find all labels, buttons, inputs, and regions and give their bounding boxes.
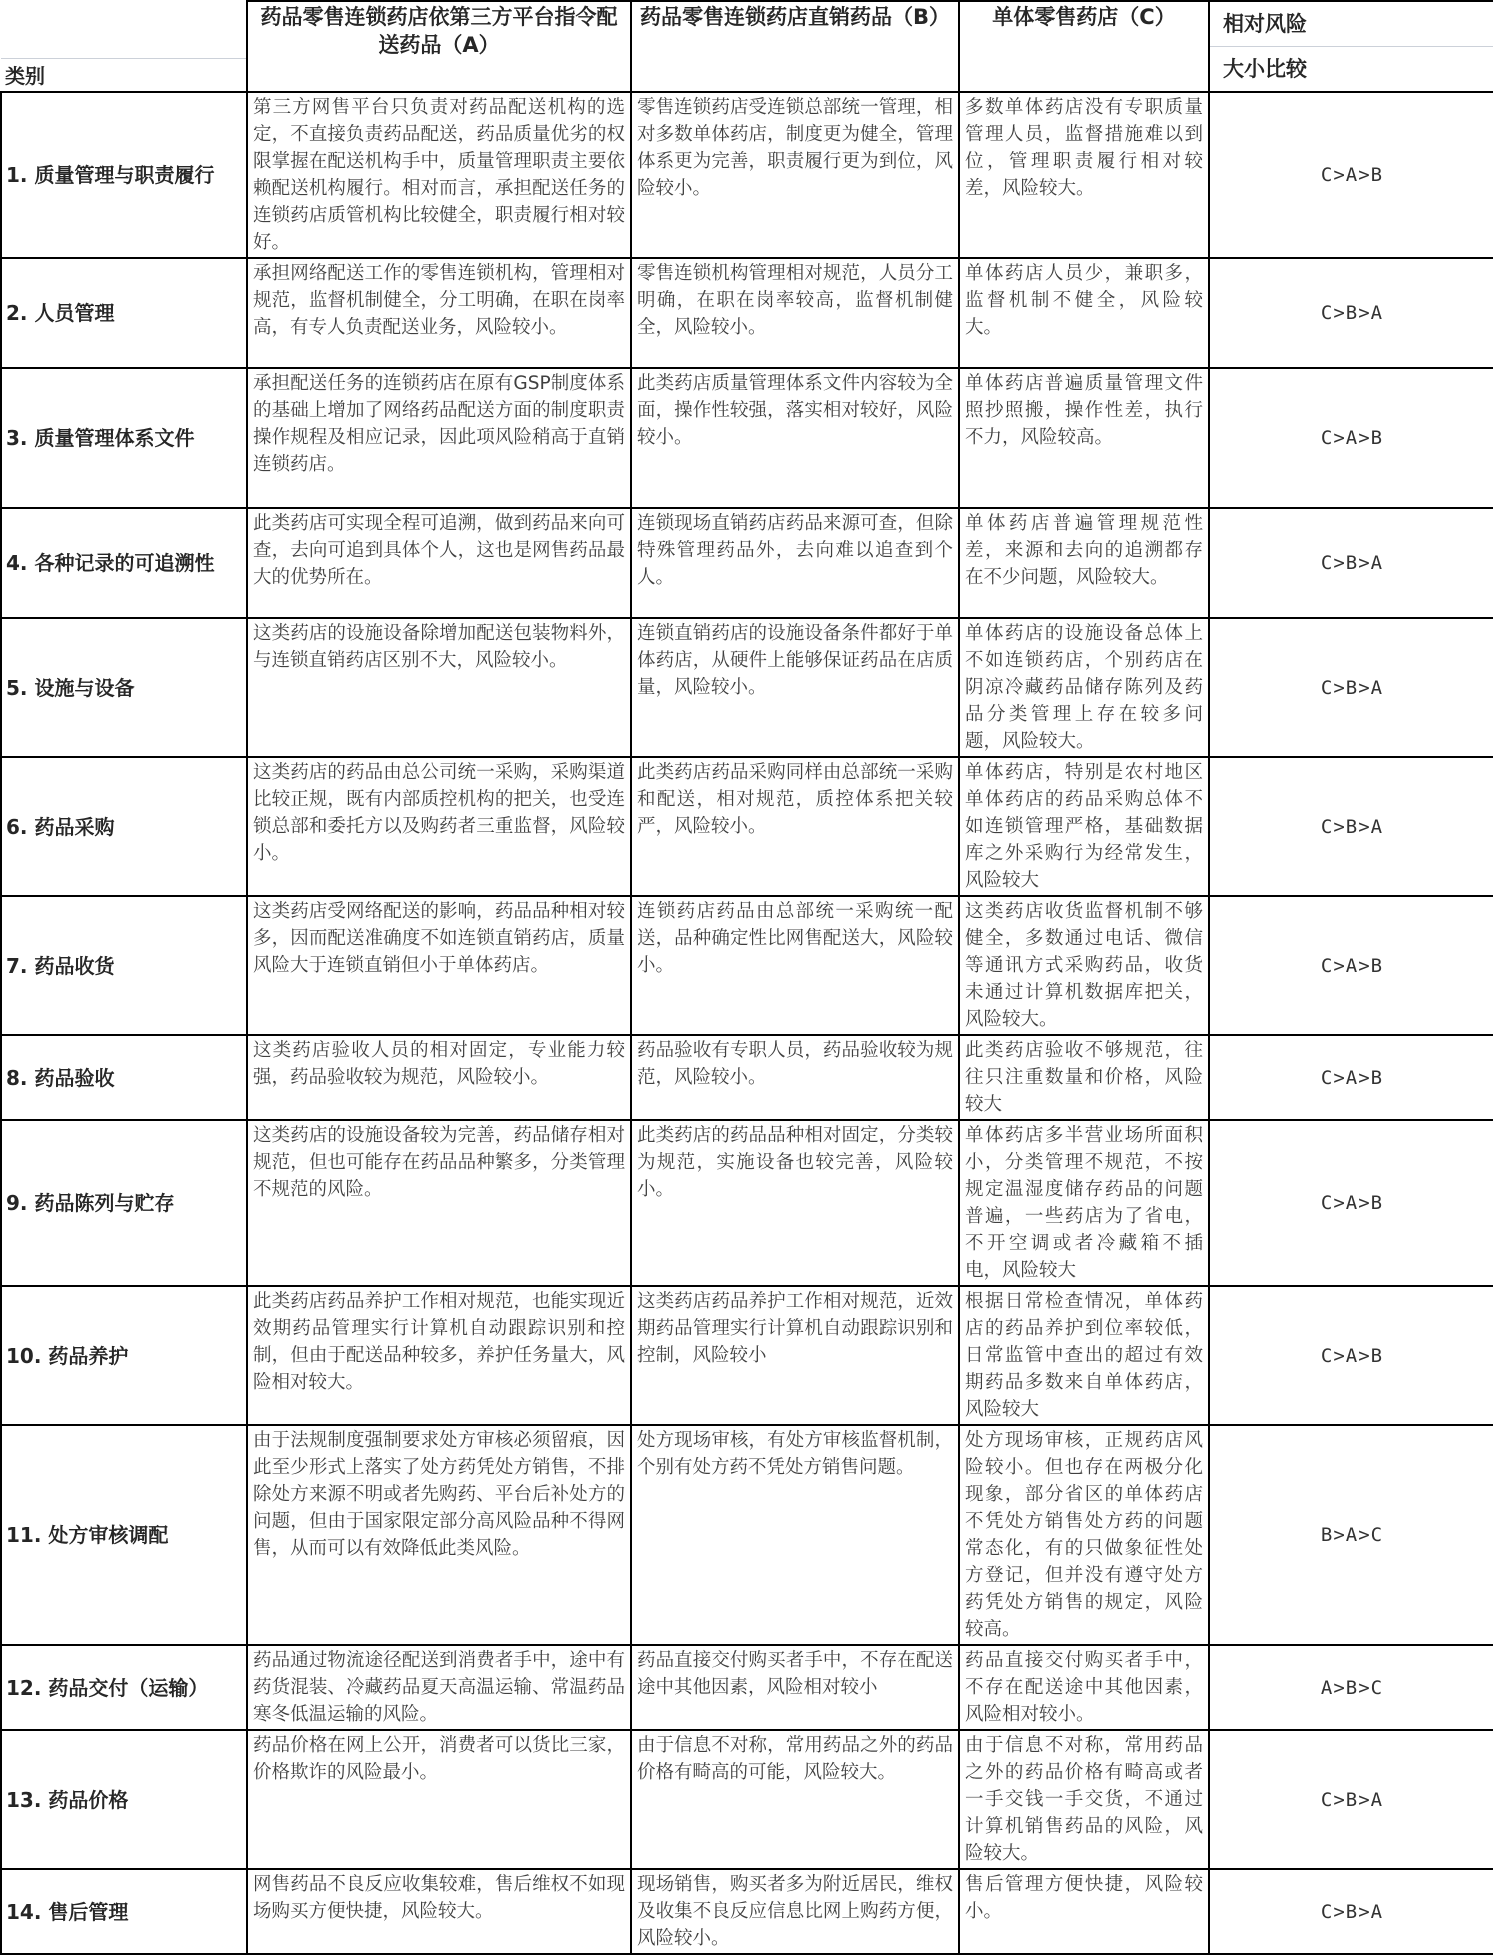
risk-comparison-value: C>A>B (1209, 896, 1493, 1035)
table-row (1, 508, 1493, 618)
risk-comparison-value: C>B>A (1209, 508, 1493, 618)
cell-chain-direct-b: 此类药店质量管理体系文件内容较为全面，操作性较强，落实相对较好，风险较小。 (631, 368, 959, 508)
row-category-label: 6. 药品采购 (1, 757, 247, 896)
gridline-divider (1, 58, 246, 59)
cell-platform-delivery-a: 承担配送任务的连锁药店在原有GSP制度体系的基础上增加了网络药品配送方面的制度职责操作规程及相应记录，因此项风险稍高于直销连锁药店。 (247, 368, 631, 508)
cell-chain-direct-b: 这类药店药品养护工作相对规范，近效期药品管理实行计算机自动跟踪识别和控制，风险较小 (631, 1286, 959, 1425)
risk-comparison-value: C>A>B (1209, 1286, 1493, 1425)
cell-single-store-c: 药品直接交付购买者手中，不存在配送途中其他因素，风险相对较小。 (959, 1645, 1209, 1730)
cell-platform-delivery-a: 承担网络配送工作的零售连锁机构，管理相对规范，监督机制健全，分工明确，在职在岗率高，有专人负责配送业务，风险较小。 (247, 258, 631, 368)
cell-chain-direct-b: 药品直接交付购买者手中，不存在配送途中其他因素，风险相对较小 (631, 1645, 959, 1730)
row-category-label: 4. 各种记录的可追溯性 (1, 508, 247, 618)
row-category-label: 1. 质量管理与职责履行 (1, 92, 247, 258)
row-category-label: 3. 质量管理体系文件 (1, 368, 247, 508)
cell-single-store-c: 这类药店收货监督机制不够健全，多数通过电话、微信等通讯方式采购药品，收货未通过计算机数据库把关，风险较大。 (959, 896, 1209, 1035)
header-column-c: 单体零售药店（C） (959, 1, 1209, 92)
table-row (1, 368, 1493, 508)
cell-single-store-c: 处方现场审核，正规药店风险较小。但也存在两极分化现象，部分省区的单体药店不凭处方销售处方药的问题常态化，有的只做象征性处方登记，但并没有遵守处方药凭处方销售的规定，风险较高。 (959, 1425, 1209, 1645)
risk-comparison-value: A>B>C (1209, 1645, 1493, 1730)
row-category-label: 12. 药品交付（运输） (1, 1645, 247, 1730)
risk-comparison-value: C>A>B (1209, 368, 1493, 508)
cell-platform-delivery-a: 这类药店的设施设备较为完善，药品储存相对规范，但也可能存在药品品种繁多，分类管理不规范的风险。 (247, 1120, 631, 1286)
cell-chain-direct-b: 处方现场审核，有处方审核监督机制，个别有处方药不凭处方销售问题。 (631, 1425, 959, 1645)
cell-platform-delivery-a: 此类药店药品养护工作相对规范，也能实现近效期药品管理实行计算机自动跟踪识别和控制，但由于配送品种较多，养护任务量大，风险相对较大。 (247, 1286, 631, 1425)
cell-chain-direct-b: 现场销售，购买者多为附近居民，维权及收集不良反应信息比网上购药方便，风险较小。 (631, 1869, 959, 1954)
cell-platform-delivery-a: 由于法规制度强制要求处方审核必须留痕，因此至少形式上落实了处方药凭处方销售，不排除处方来源不明或者先购药、平台后补处方的问题，但由于国家限定部分高风险品种不得网售，从而可以有效降低此类风险。 (247, 1425, 631, 1645)
table-row (1, 757, 1493, 896)
header-category-label: 类别 (5, 64, 45, 88)
cell-chain-direct-b: 零售连锁机构管理相对规范，人员分工明确，在职在岗率较高，监督机制健全，风险较小。 (631, 258, 959, 368)
table-header-row (1, 1, 1493, 92)
cell-platform-delivery-a: 这类药店的药品由总公司统一采购，采购渠道比较正规，既有内部质控机构的把关，也受连锁总部和委托方以及购药者三重监督，风险较小。 (247, 757, 631, 896)
risk-comparison-value: C>B>A (1209, 258, 1493, 368)
table-row (1, 258, 1493, 368)
header-relative-risk-line2: 大小比较 (1223, 57, 1307, 81)
cell-single-store-c: 单体药店的设施设备总体上不如连锁药店，个别药店在阴凉冷藏药品储存陈列及药品分类管理上存在较多问题，风险较大。 (959, 618, 1209, 757)
row-category-label: 9. 药品陈列与贮存 (1, 1120, 247, 1286)
row-category-label: 14. 售后管理 (1, 1869, 247, 1954)
risk-comparison-value: C>A>B (1209, 1035, 1493, 1120)
row-category-label: 8. 药品验收 (1, 1035, 247, 1120)
risk-comparison-value: C>B>A (1209, 1869, 1493, 1954)
cell-single-store-c: 此类药店验收不够规范，往往只注重数量和价格，风险较大 (959, 1035, 1209, 1120)
table-row (1, 1869, 1493, 1954)
cell-platform-delivery-a: 这类药店受网络配送的影响，药品品种相对较多，因而配送准确度不如连锁直销药店，质量风险大于连锁直销但小于单体药店。 (247, 896, 631, 1035)
cell-chain-direct-b: 此类药店的药品品种相对固定，分类较为规范，实施设备也较完善，风险较小。 (631, 1120, 959, 1286)
cell-platform-delivery-a: 这类药店验收人员的相对固定，专业能力较强，药品验收较为规范，风险较小。 (247, 1035, 631, 1120)
cell-chain-direct-b: 此类药店药品采购同样由总部统一采购和配送，相对规范，质控体系把关较严，风险较小。 (631, 757, 959, 896)
row-category-label: 7. 药品收货 (1, 896, 247, 1035)
table-body (1, 92, 1493, 1954)
cell-single-store-c: 单体药店，特别是农村地区单体药店的药品采购总体不如连锁管理严格，基础数据库之外采购行为经常发生，风险较大 (959, 757, 1209, 896)
table-row (1, 1286, 1493, 1425)
cell-platform-delivery-a: 这类药店的设施设备除增加配送包装物料外，与连锁直销药店区别不大，风险较小。 (247, 618, 631, 757)
row-category-label: 5. 设施与设备 (1, 618, 247, 757)
cell-chain-direct-b: 由于信息不对称，常用药品之外的药品价格有畸高的可能，风险较大。 (631, 1730, 959, 1869)
row-category-label: 11. 处方审核调配 (1, 1425, 247, 1645)
header-relative-risk-line1: 相对风险 (1210, 2, 1493, 47)
cell-single-store-c: 由于信息不对称，常用药品之外的药品价格有畸高或者一手交钱一手交货，不通过计算机销售药品的风险，风险较大。 (959, 1730, 1209, 1869)
risk-comparison-value: C>B>A (1209, 757, 1493, 896)
risk-comparison-value: C>A>B (1209, 1120, 1493, 1286)
table-row (1, 92, 1493, 258)
cell-single-store-c: 售后管理方便快捷，风险较小。 (959, 1869, 1209, 1954)
row-category-label: 10. 药品养护 (1, 1286, 247, 1425)
table-row (1, 1730, 1493, 1869)
cell-platform-delivery-a: 此类药店可实现全程可追溯，做到药品来向可查，去向可追到具体个人，这也是网售药品最大的优势所在。 (247, 508, 631, 618)
cell-chain-direct-b: 连锁药店药品由总部统一采购统一配送，品种确定性比网售配送大，风险较小。 (631, 896, 959, 1035)
header-column-b: 药品零售连锁药店直销药品（B） (631, 1, 959, 92)
row-category-label: 2. 人员管理 (1, 258, 247, 368)
cell-chain-direct-b: 连锁现场直销药店药品来源可查，但除特殊管理药品外，去向难以追查到个人。 (631, 508, 959, 618)
cell-single-store-c: 单体药店普遍质量管理文件照抄照搬，操作性差，执行不力，风险较高。 (959, 368, 1209, 508)
cell-platform-delivery-a: 第三方网售平台只负责对药品配送机构的选定，不直接负责药品配送，药品质量优劣的权限掌握在配送机构手中，质量管理职责主要依赖配送机构履行。相对而言，承担配送任务的连锁药店质管机构比较健全，职责履行相对较好。 (247, 92, 631, 258)
cell-single-store-c: 单体药店普遍管理规范性差，来源和去向的追溯都存在不少问题，风险较大。 (959, 508, 1209, 618)
cell-single-store-c: 单体药店人员少，兼职多，监督机制不健全，风险较大。 (959, 258, 1209, 368)
header-category (1, 1, 247, 92)
header-column-a: 药品零售连锁药店依第三方平台指令配送药品（A） (247, 1, 631, 92)
row-category-label: 13. 药品价格 (1, 1730, 247, 1869)
cell-chain-direct-b: 零售连锁药店受连锁总部统一管理，相对多数单体药店，制度更为健全，管理体系更为完善，职责履行更为到位，风险较小。 (631, 92, 959, 258)
cell-platform-delivery-a: 网售药品不良反应收集较难，售后维权不如现场购买方便快捷，风险较大。 (247, 1869, 631, 1954)
header-relative-risk (1209, 1, 1493, 92)
table-row (1, 1120, 1493, 1286)
table-row (1, 1425, 1493, 1645)
risk-comparison-value: C>B>A (1209, 1730, 1493, 1869)
cell-single-store-c: 单体药店多半营业场所面积小，分类管理不规范，不按规定温湿度储存药品的问题普遍，一些药店为了省电，不开空调或者冷藏箱不插电，风险较大 (959, 1120, 1209, 1286)
table-row (1, 618, 1493, 757)
cell-single-store-c: 根据日常检查情况，单体药店的药品养护到位率较低，日常监管中查出的超过有效期药品多数来自单体药店，风险较大 (959, 1286, 1209, 1425)
table-row (1, 896, 1493, 1035)
cell-chain-direct-b: 药品验收有专职人员，药品验收较为规范，风险较小。 (631, 1035, 959, 1120)
risk-comparison-value: B>A>C (1209, 1425, 1493, 1645)
table-row (1, 1645, 1493, 1730)
cell-single-store-c: 多数单体药店没有专职质量管理人员，监督措施难以到位，管理职责履行相对较差，风险较大。 (959, 92, 1209, 258)
cell-platform-delivery-a: 药品通过物流途径配送到消费者手中，途中有药货混装、冷藏药品夏天高温运输、常温药品寒冬低温运输的风险。 (247, 1645, 631, 1730)
risk-comparison-value: C>A>B (1209, 92, 1493, 258)
cell-platform-delivery-a: 药品价格在网上公开，消费者可以货比三家，价格欺诈的风险最小。 (247, 1730, 631, 1869)
risk-comparison-value: C>B>A (1209, 618, 1493, 757)
cell-chain-direct-b: 连锁直销药店的设施设备条件都好于单体药店，从硬件上能够保证药品在店质量，风险较小。 (631, 618, 959, 757)
table-row (1, 1035, 1493, 1120)
